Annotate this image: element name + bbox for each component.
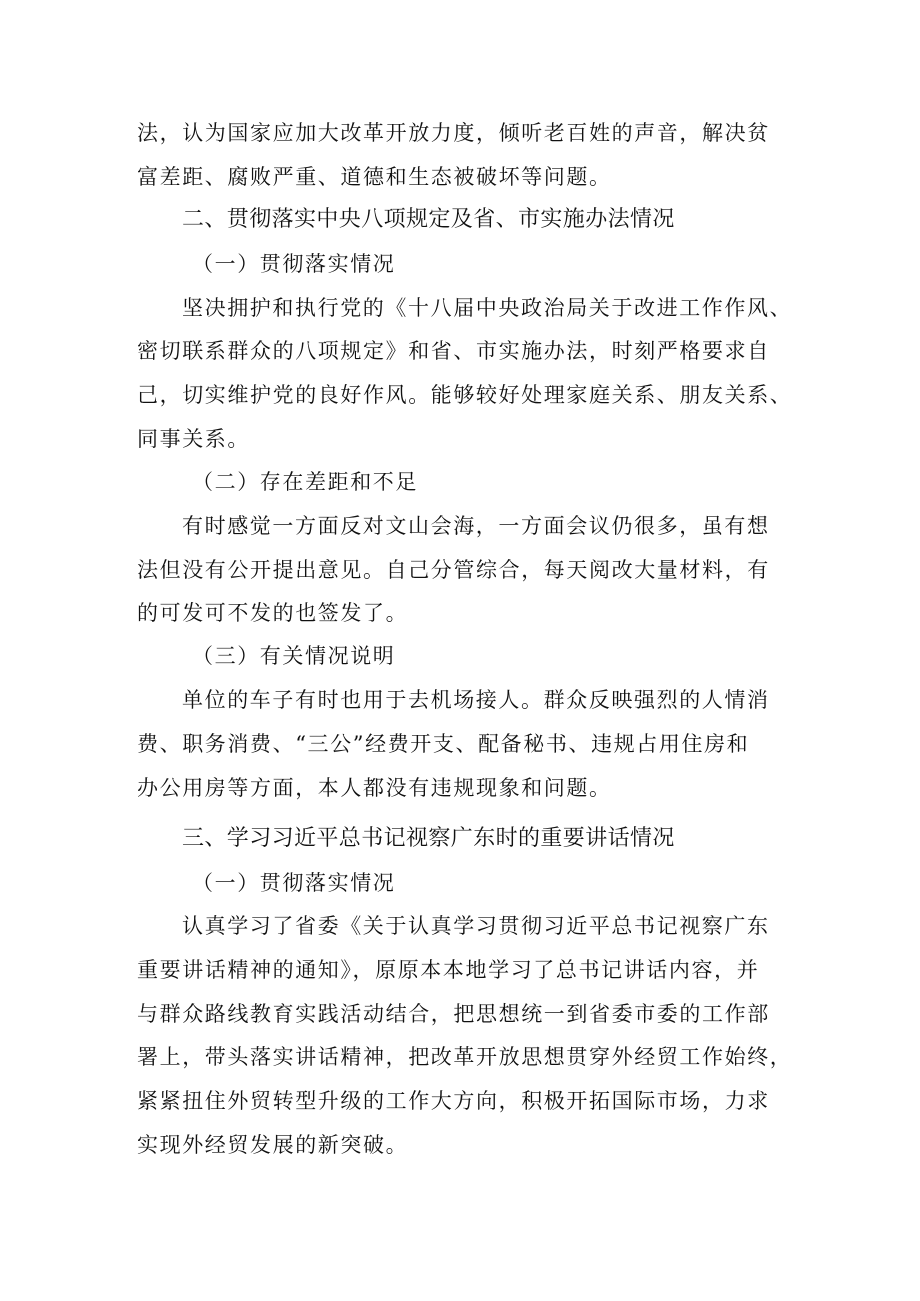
body-text-line: 法，认为国家应加大改革开放力度，倾听老百姓的声音，解决贫 [137, 121, 770, 145]
subsection-heading: （二）存在差距和不足 [192, 470, 418, 494]
subsection-heading: （一）贯彻落实情况 [192, 871, 396, 895]
body-text-line: 重要讲话精神的通知》，原原本本地学习了总书记讲话内容，并 [137, 958, 760, 982]
body-text-line: 法但没有公开提出意见。自己分管综合，每天阅改大量材料，有 [137, 558, 770, 582]
body-text-line: 同事关系。 [137, 427, 250, 451]
body-text-line: 与群众路线教育实践活动结合，把思想统一到省委市委的工作部 [137, 1002, 770, 1026]
body-text-line: 紧紧扭住外贸转型升级的工作大方向，积极开拓国际市场，力求 [137, 1089, 770, 1113]
body-text-line: 的可发可不发的也签发了。 [137, 601, 409, 625]
section-heading-3: 三、学习习近平总书记视察广东时的重要讲话情况 [182, 826, 675, 851]
section-heading-2: 二、贯彻落实中央八项规定及省、市实施办法情况 [182, 207, 675, 232]
subsection-heading: （三）有关情况说明 [192, 644, 396, 668]
body-text-line: 办公用房等方面，本人都没有违规现象和问题。 [137, 776, 612, 800]
body-text-line: 密切联系群众的八项规定》和省、市实施办法，时刻严格要求自 [137, 339, 770, 363]
body-text-line: 署上，带头落实讲话精神，把改革开放思想贯穿外经贸工作始终， [137, 1045, 793, 1069]
body-text-line: 己，切实维护党的良好作风。能够较好处理家庭关系、朋友关系、 [137, 383, 793, 407]
body-text-line: 费、职务消费、“三公”经费开支、配备秘书、违规占用住房和 [137, 732, 750, 756]
body-text-line: 富差距、腐败严重、道德和生态被破坏等问题。 [137, 165, 612, 189]
body-text-line: 认真学习了省委《关于认真学习贯彻习近平总书记视察广东 [182, 914, 770, 938]
body-text-line: 单位的车子有时也用于去机场接人。群众反映强烈的人情消 [182, 688, 770, 712]
body-text-line: 实现外经贸发展的新突破。 [137, 1133, 409, 1157]
subsection-heading: （一）贯彻落实情况 [192, 252, 396, 276]
body-text-line: 坚决拥护和执行党的《十八届中央政治局关于改进工作作风、 [182, 296, 793, 320]
body-text-line: 有时感觉一方面反对文山会海，一方面会议仍很多，虽有想 [182, 514, 770, 538]
